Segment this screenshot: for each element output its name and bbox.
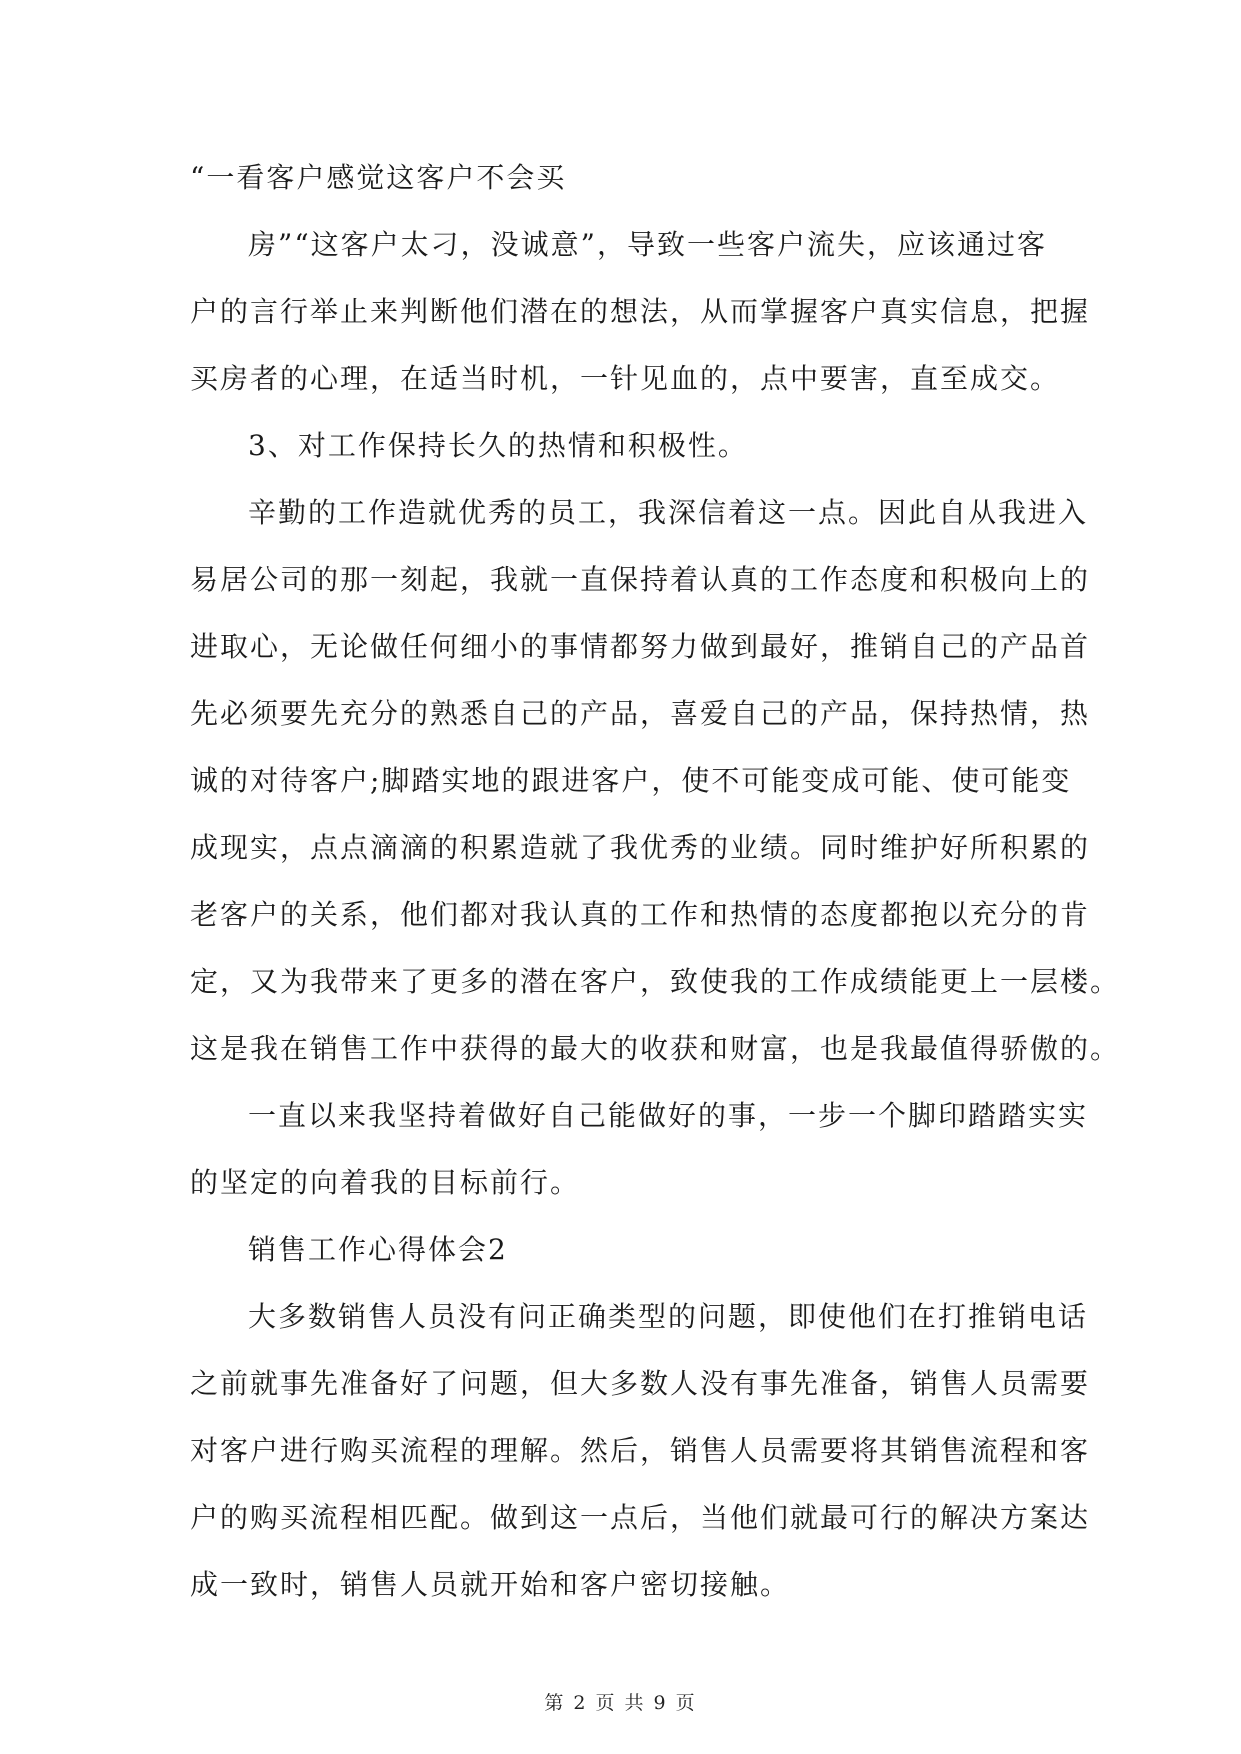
text-line: 诚的对待客户;脚踏实地的跟进客户，使不可能变成可能、使可能变 (190, 764, 1072, 797)
text-line: 易居公司的那一刻起，我就一直保持着认真的工作态度和积极向上的 (190, 563, 1091, 596)
text-line: 的坚定的向着我的目标前行。 (190, 1166, 581, 1199)
section-heading: 销售工作心得体会2 (248, 1233, 508, 1266)
text-line: 老客户的关系，他们都对我认真的工作和热情的态度都抱以充分的肯 (190, 898, 1091, 931)
text-line: 进取心，无论做任何细小的事情都努力做到最好，推销自己的产品首 (190, 630, 1091, 663)
text-line: 房”“这客户太刁，没诚意”，导致一些客户流失，应该通过客 (248, 228, 1047, 261)
text-line: 先必须要先充分的熟悉自己的产品，喜爱自己的产品，保持热情，热 (190, 697, 1091, 730)
text-line: 成一致时，销售人员就开始和客户密切接触。 (190, 1568, 791, 1601)
text-line: 买房者的心理，在适当时机，一针见血的，点中要害，直至成交。 (190, 362, 1061, 395)
text-line: 定，又为我带来了更多的潜在客户，致使我的工作成绩能更上一层楼。 (190, 965, 1121, 998)
text-line: 这是我在销售工作中获得的最大的收获和财富，也是我最值得骄傲的。 (190, 1032, 1121, 1065)
text-line: 之前就事先准备好了问题，但大多数人没有事先准备，销售人员需要 (190, 1367, 1091, 1400)
text-line: 户的言行举止来判断他们潜在的想法，从而掌握客户真实信息，把握 (190, 295, 1091, 328)
text-line: 一直以来我坚持着做好自己能做好的事，一步一个脚印踏踏实实 (248, 1099, 1089, 1132)
text-line: 户的购买流程相匹配。做到这一点后，当他们就最可行的解决方案达 (190, 1501, 1091, 1534)
text-line: 辛勤的工作造就优秀的员工，我深信着这一点。因此自从我进入 (248, 496, 1089, 529)
text-line: 对客户进行购买流程的理解。然后，销售人员需要将其销售流程和客 (190, 1434, 1091, 1467)
text-line: 成现实，点点滴滴的积累造就了我优秀的业绩。同时维护好所积累的 (190, 831, 1091, 864)
section-heading: 3、对工作保持长久的热情和积极性。 (248, 429, 748, 462)
text-line: “一看客户感觉这客户不会买 (190, 161, 567, 194)
text-line: 大多数销售人员没有问正确类型的问题，即使他们在打推销电话 (248, 1300, 1089, 1333)
page-footer: 第 2 页 共 9 页 (544, 1692, 697, 1714)
